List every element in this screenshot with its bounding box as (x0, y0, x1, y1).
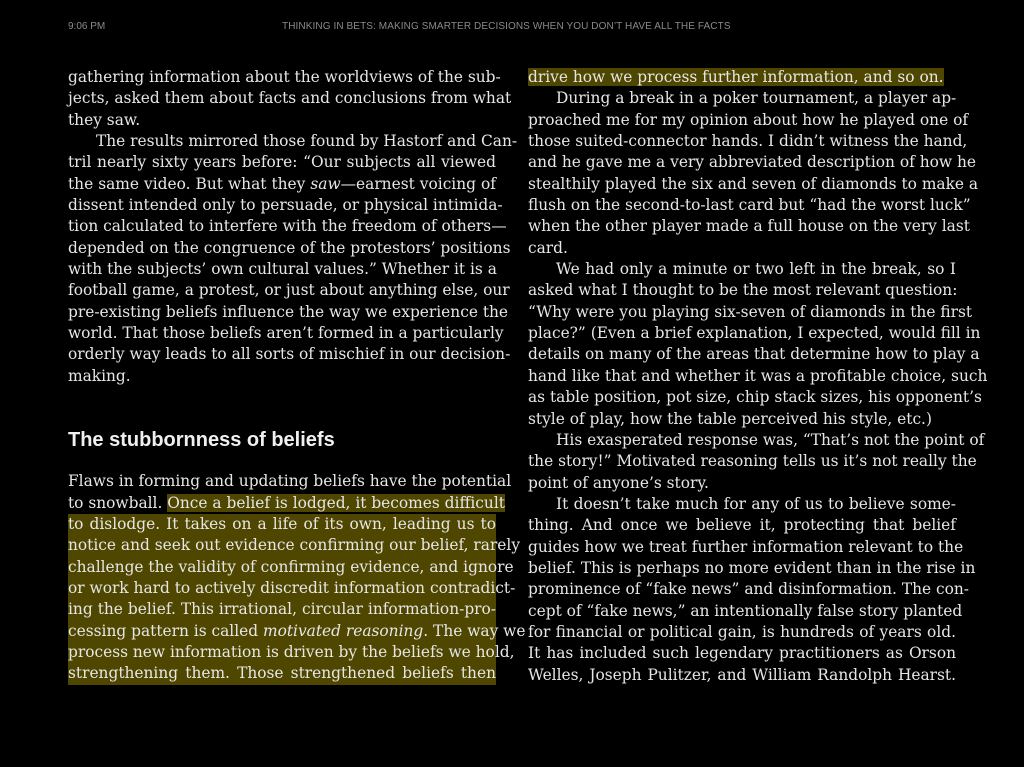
text-line: asked what I thought to be the most relevant question: (528, 281, 958, 300)
text-line: depended on the congruence of the protestors’ positions (68, 238, 511, 257)
text-line: Welles, Joseph Pulitzer, and William Randolph Hearst. (528, 665, 956, 684)
text-line: thing. And once we believe it, protecting that belief (528, 516, 956, 535)
paragraph (528, 67, 956, 88)
text-line: football game, a protest, or just about anything else, our (68, 281, 510, 300)
text-line: “Why were you playing six-seven of diamonds in the first (528, 302, 973, 321)
text-line: place?” (Even a brief explanation, I expected, would fill in (528, 324, 981, 343)
paragraph (68, 67, 512, 131)
highlighted-line[interactable]: ing the belief. This irrational, circular information-pro- (68, 599, 496, 620)
paragraph (68, 131, 518, 387)
paragraph (528, 494, 976, 686)
text-line: the story!” Motivated reasoning tells us it’s not really the (528, 452, 977, 471)
text-line: pre-existing beliefs influence the way we experience the (68, 302, 509, 321)
text-line: gathering information about the worldviews of the sub- (68, 68, 501, 86)
text-line: prominence of “fake news” and disinformation. The con- (528, 580, 969, 599)
text-line: We had only a minute or two left in the break, so I (556, 260, 956, 279)
text-line: world. That those beliefs aren’t formed in a particularly (68, 324, 504, 343)
highlighted-line[interactable]: process new information is driven by the beliefs we hold, (68, 642, 496, 663)
paragraph (528, 430, 985, 494)
text-line: belief. This is perhaps no more evident than in the rise in (528, 558, 976, 577)
highlighted-line[interactable]: notice and seek out evidence confirming our belief, rarely (68, 535, 496, 556)
text-line: when the other player made a full house on the very last (528, 217, 970, 236)
clock-time: 9:06 PM (68, 21, 106, 32)
text-line: It has included such legendary practitioners as Orson (528, 644, 956, 663)
paragraph (68, 471, 526, 684)
text-line: as table position, pot size, chip stack sizes, his opponent’s (528, 388, 982, 407)
text-line: card. (528, 238, 568, 257)
text-line: with the subjects’ own cultural values.” Whether it is a (68, 260, 497, 279)
paragraph (528, 259, 988, 430)
emphasis-text: saw (310, 174, 341, 193)
highlighted-line[interactable]: or work hard to actively discredit information contradict- (68, 578, 496, 599)
text-line: to snowball. Once a belief is lodged, it becomes difficult (68, 493, 505, 512)
text-line: During a break in a poker tournament, a player ap- (556, 89, 957, 108)
text-line: tion calculated to interfere with the freedom of others— (68, 217, 507, 236)
text-line: style of play, how the table perceived his style, etc.) (528, 409, 932, 428)
text-line: jects, asked them about facts and conclusions from what (68, 89, 512, 108)
text-line: proached me for my opinion about how he played one of (528, 110, 969, 129)
text-line: flush on the second-to-last card but “had the worst luck” (528, 196, 971, 215)
text-line: cept of “fake news,” an intentionally false story planted (528, 601, 963, 620)
text-line: hand like that and whether it was a profitable choice, such (528, 366, 988, 385)
text-line: dissent intended only to persuade, or physical intimida- (68, 196, 503, 215)
text-line (528, 67, 956, 88)
text-line: point of anyone’s story. (528, 473, 709, 492)
emphasis-text: motivated reasoning (262, 621, 424, 640)
text-line: tril nearly sixty years before: “Our subjects all viewed (68, 153, 496, 172)
highlighted-line[interactable]: challenge the validity of confirming evidence, and ignore (68, 557, 496, 578)
text-line: the same video. But what they saw—earnest voicing of (68, 174, 496, 193)
text-line: orderly way leads to all sorts of mischief in our decision- (68, 345, 511, 364)
text-line: those suited-connector hands. I didn’t witness the hand, (528, 132, 968, 151)
text-line: His exasperated response was, “That’s not the point of (556, 430, 985, 449)
text-line: they saw. (68, 110, 141, 129)
paragraph (528, 88, 979, 259)
highlighted-line[interactable]: cessing pattern is called motivated reasoning. The way we (68, 621, 496, 642)
text-line: making. (68, 366, 131, 385)
text-line: stealthily played the six and seven of diamonds to make a (528, 174, 979, 193)
section-heading: The stubbornness of beliefs (68, 429, 335, 452)
highlighted-text[interactable]: drive how we process further information, and so on. (528, 68, 944, 86)
text-line: details on many of the areas that determine how to play a (528, 345, 980, 364)
status-bar (0, 0, 1024, 54)
text-line: for financial or political gain, is hundreds of years old. (528, 622, 956, 641)
highlighted-line[interactable]: strengthening them. Those strengthened beliefs then (68, 663, 496, 684)
text-line: and he gave me a very abbreviated description of how he (528, 153, 976, 172)
text-line: Flaws in forming and updating beliefs have the potential (68, 472, 512, 491)
right-page-column (528, 67, 988, 686)
book-title[interactable]: THINKING IN BETS: MAKING SMARTER DECISIONS WHEN YOU DON’T HAVE ALL THE FACTS (282, 21, 731, 32)
text-line: The results mirrored those found by Hastorf and Can- (96, 132, 518, 151)
left-page-column (68, 67, 526, 685)
highlighted-text[interactable]: Once a belief is lodged, it becomes difficult (167, 493, 505, 512)
text-line: guides how we treat further information relevant to the (528, 537, 964, 556)
text-line: It doesn’t take much for any of us to believe some- (556, 494, 956, 513)
highlighted-line[interactable]: to dislodge. It takes on a life of its own, leading us to (68, 514, 496, 535)
